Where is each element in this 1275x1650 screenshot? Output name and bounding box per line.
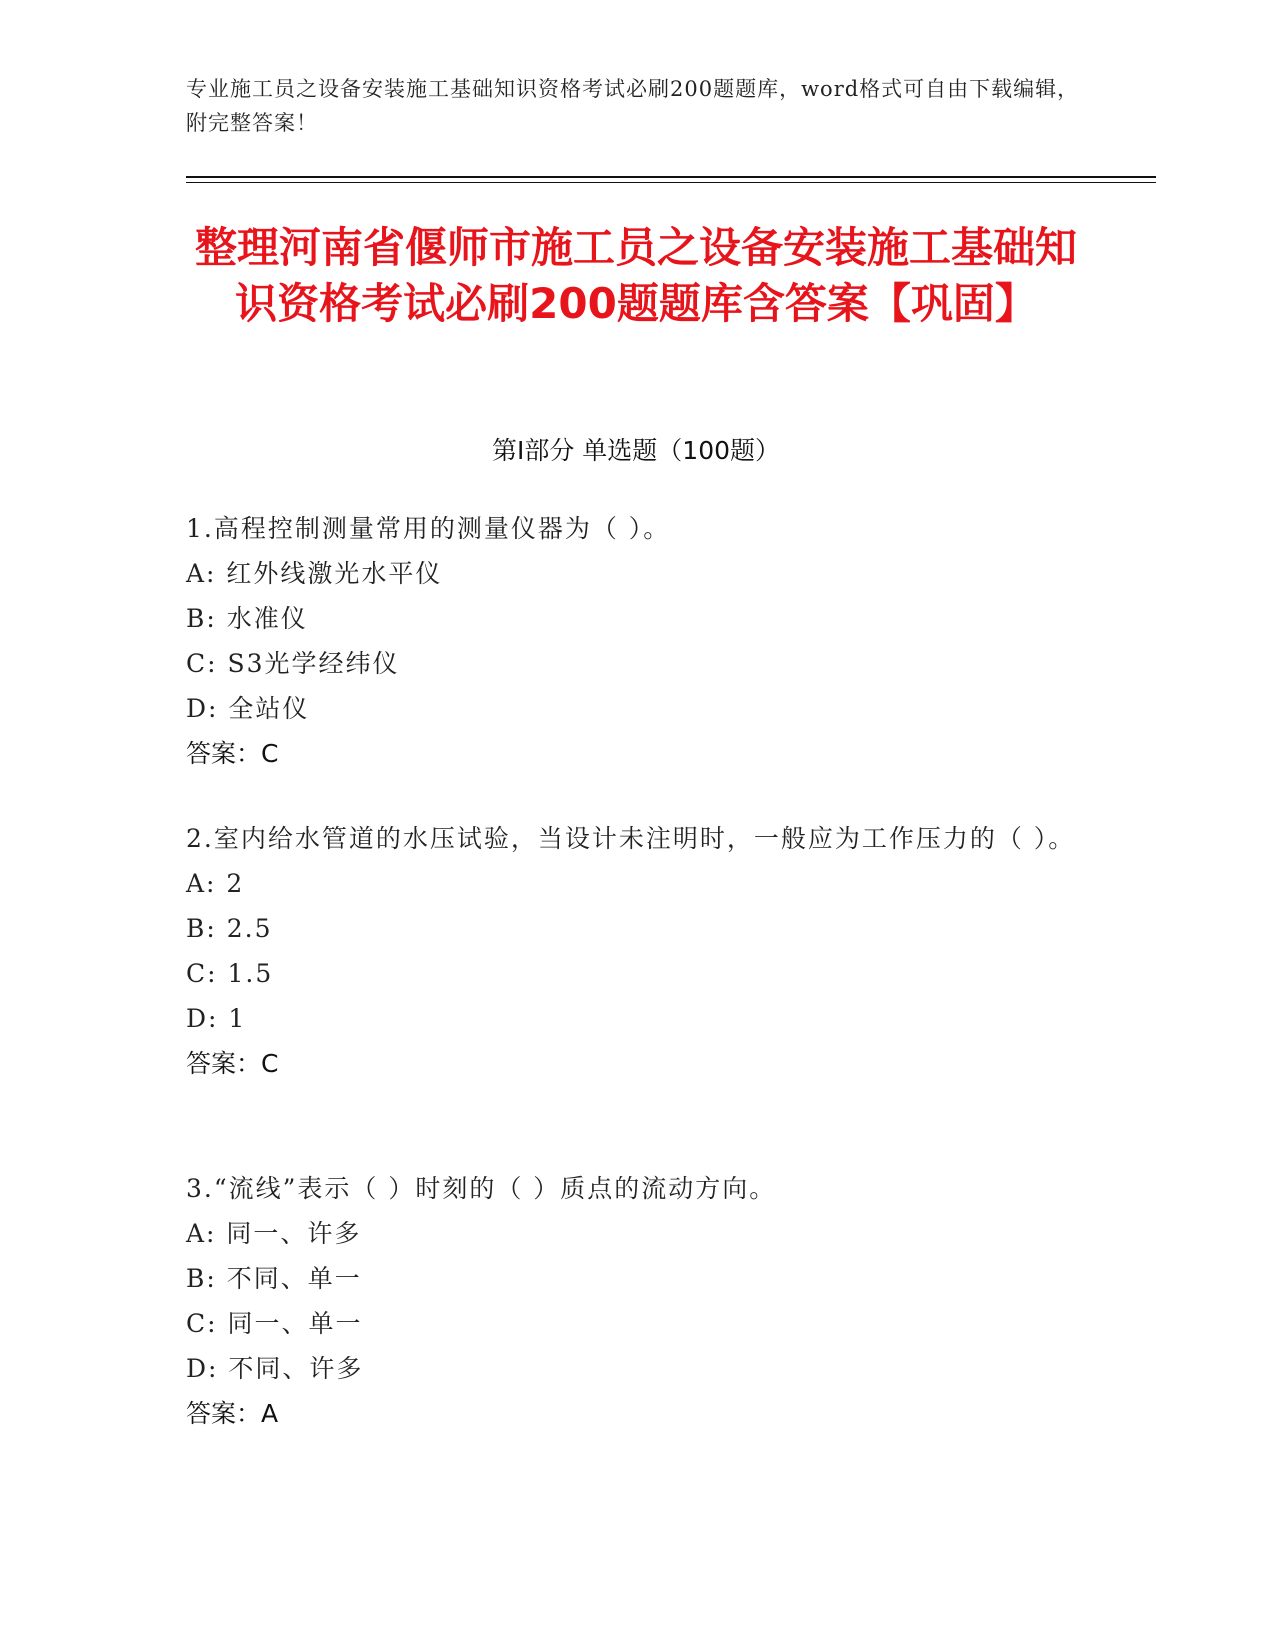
option-d: D: 全站仪 (186, 694, 310, 723)
answer: 答案：C (186, 1049, 279, 1078)
answer: 答案：C (186, 739, 279, 768)
option-d: D: 1 (186, 1004, 247, 1033)
option-c: C: 同一、单一 (186, 1309, 363, 1338)
option-b: B: 2.5 (186, 914, 273, 943)
option-b: B: 不同、单一 (186, 1264, 362, 1293)
question-1 (186, 506, 1086, 776)
option-d: D: 不同、许多 (186, 1354, 364, 1383)
option-a: A: 同一、许多 (186, 1219, 362, 1248)
option-a: A: 红外线激光水平仪 (186, 559, 443, 588)
question-3 (186, 1166, 1086, 1436)
header-divider-thin (186, 182, 1156, 183)
question-stem: 1.高程控制测量常用的测量仪器为（ ）。 (186, 514, 671, 543)
document-title: 整理河南省偃师市施工员之设备安装施工基础知识资格考试必刷200题题库含答案【巩固】 (194, 223, 1077, 328)
option-a: A: 2 (186, 869, 245, 898)
question-stem: 3.“流线”表示（ ）时刻的（ ）质点的流动方向。 (186, 1174, 777, 1203)
answer: 答案：A (186, 1399, 279, 1428)
header-note: 专业施工员之设备安装施工基础知识资格考试必刷200题题库，word格式可自由下载编辑，附完整答案！ (186, 77, 1080, 135)
header-divider-thick (186, 176, 1156, 178)
option-b: B: 水准仪 (186, 604, 308, 633)
option-c: C: S3光学经纬仪 (186, 649, 400, 678)
section-title: 第Ⅰ部分 单选题（100题） (491, 436, 781, 465)
question-stem: 2.室内给水管道的水压试验，当设计未注明时，一般应为工作压力的（ ）。 (186, 824, 1076, 853)
option-c: C: 1.5 (186, 959, 274, 988)
question-2 (186, 816, 1086, 1086)
